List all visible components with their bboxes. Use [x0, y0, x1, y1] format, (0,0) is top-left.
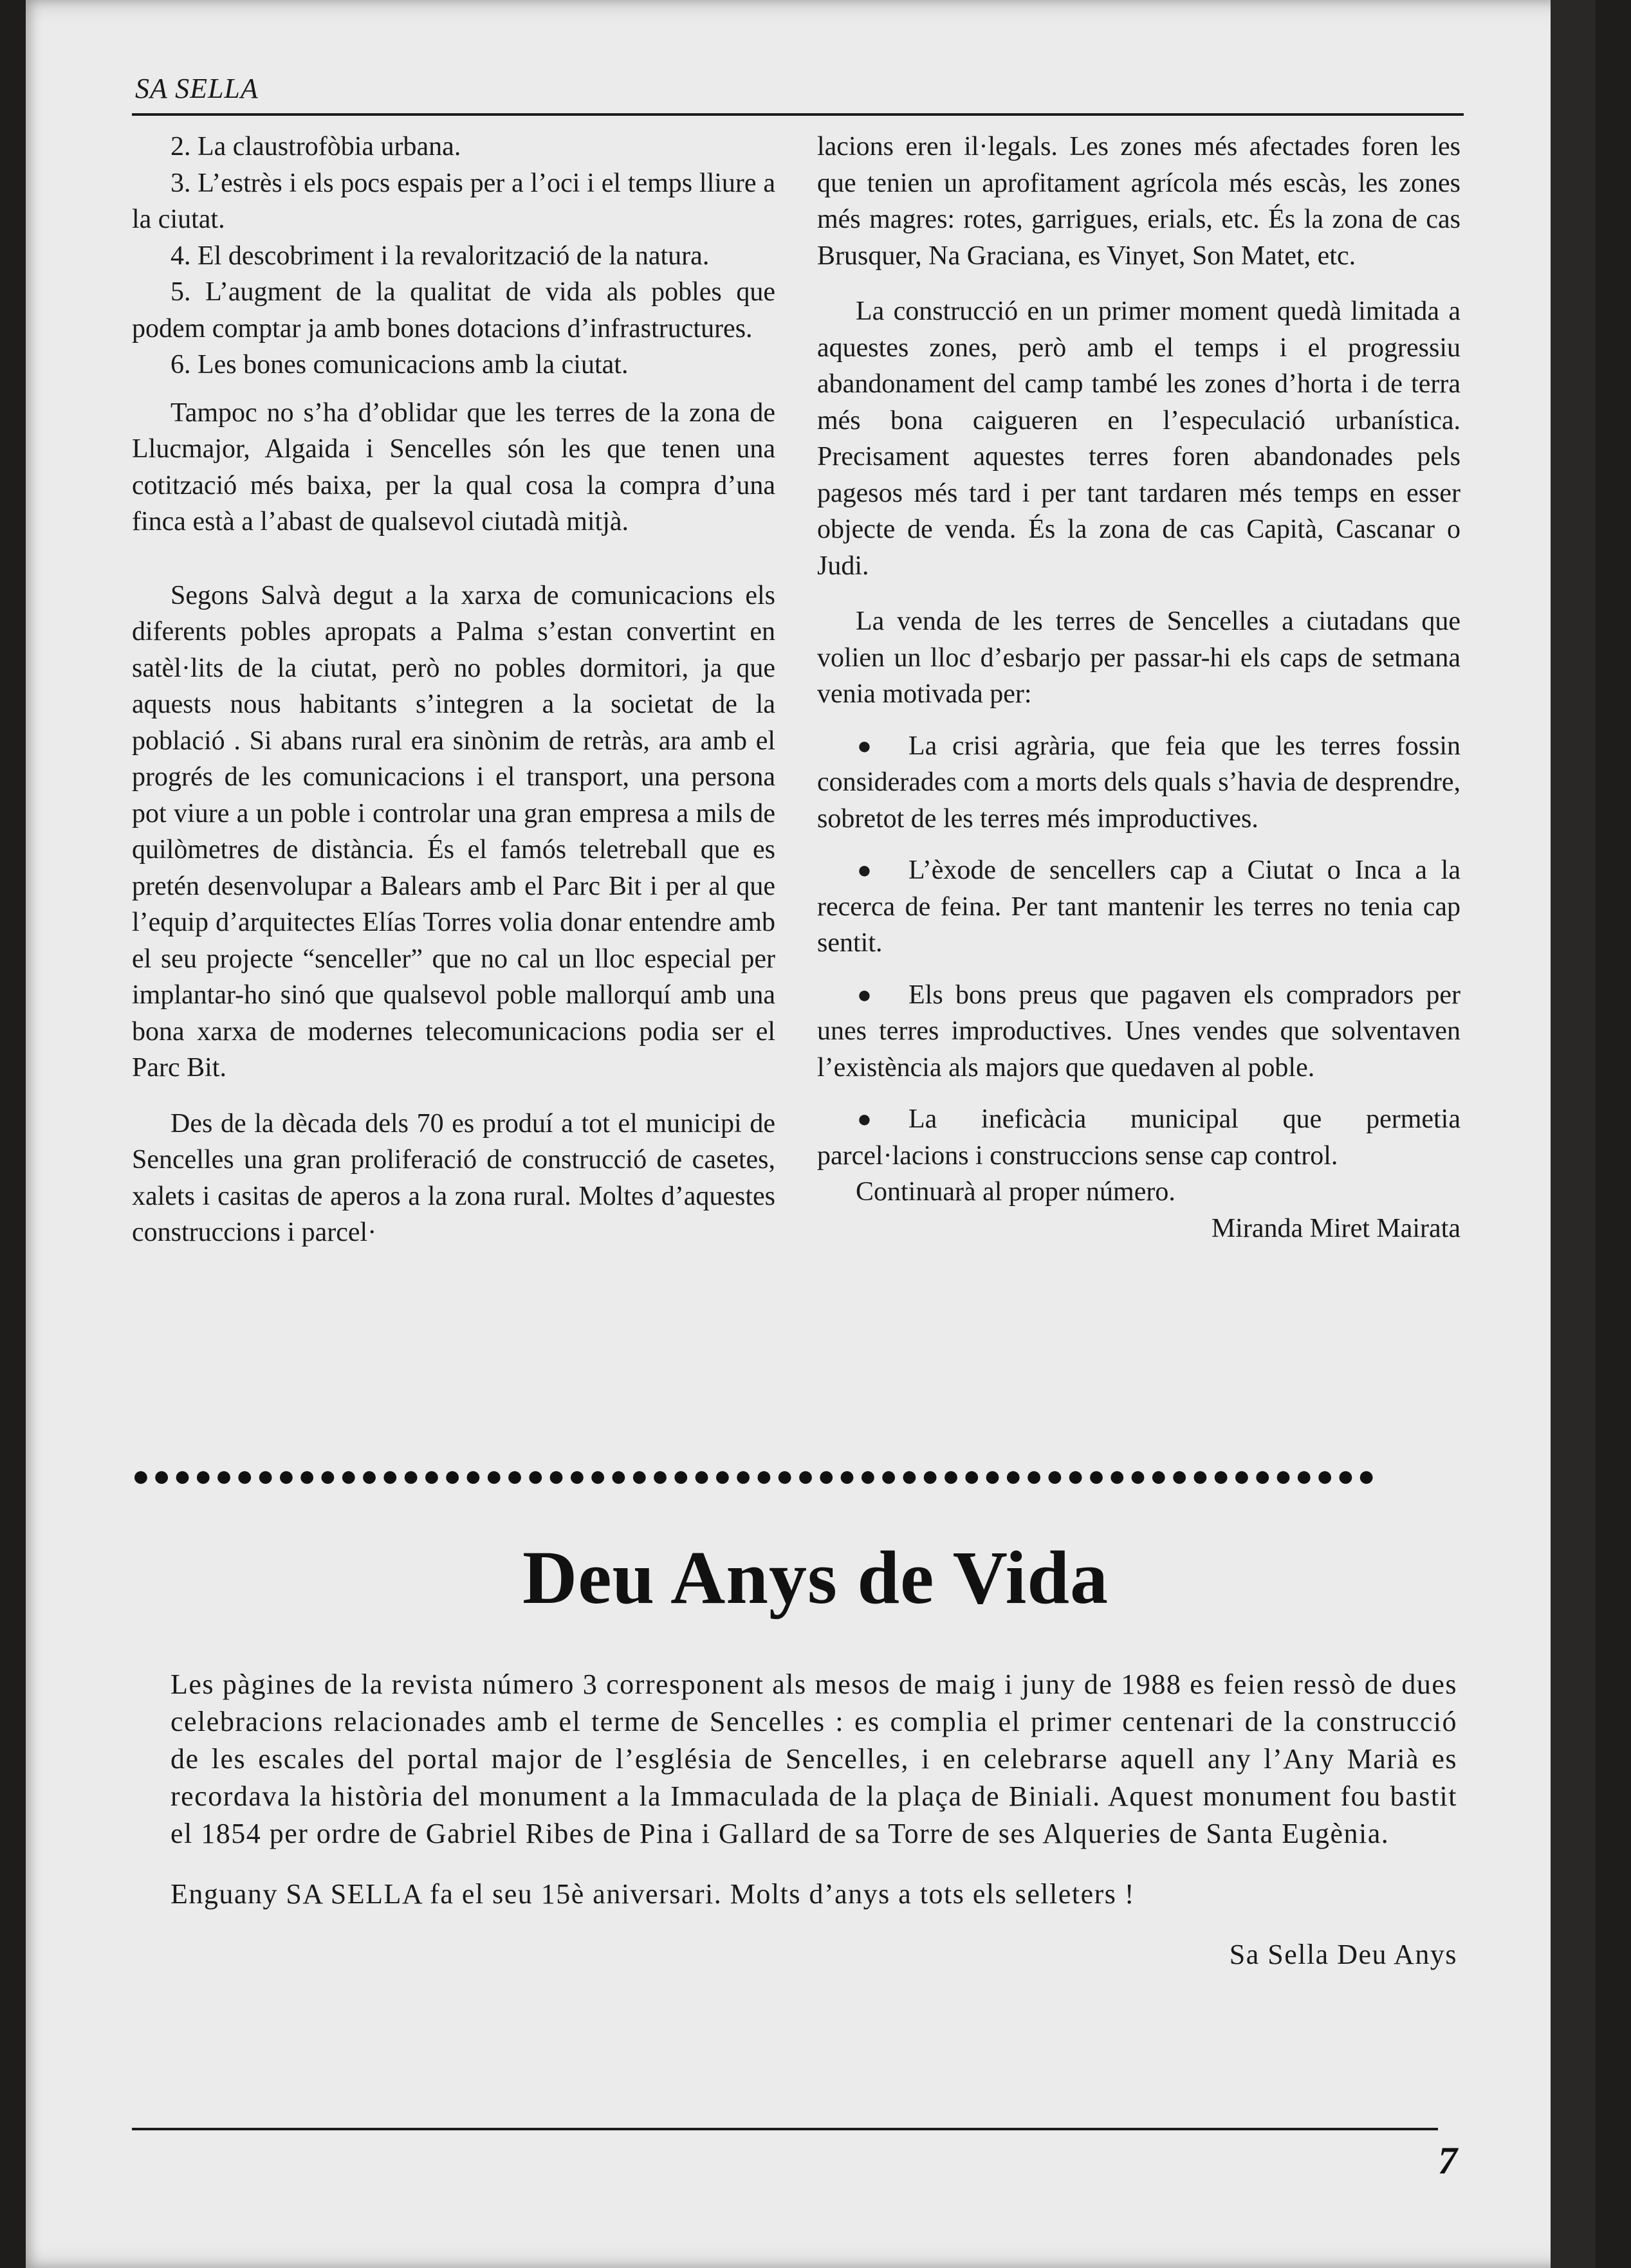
bullet-item [817, 1101, 1461, 1174]
bullet-dot-icon: ● [857, 1106, 872, 1133]
paragraph: Les pàgines de la revista número 3 corresponent als mesos de maig i juny de 1988 es feien ressò de dues celebracions relacionades amb el terme de Sencelles : es complia el primer centenari de la construcció de les escales del portal major de l’església de Sencelles, i en celebrarse aquell any l’Any Marià es recordava la història del monument a la Immaculada de la plaça de Biniali. Aquest monument fou bastit el 1854 per ordre de Gabriel Ribes de Pina i Gallard de sa Torre de ses Alqueries de Santa Eugènia. [170, 1669, 1457, 1849]
bullet-dot-icon: ● [857, 981, 872, 1009]
list-item: 5. L’augment de la qualitat de vida als pobles que podem comptar ja amb bones dotacions d’infrastructures. [132, 277, 775, 343]
running-head: SA SELLA [135, 73, 259, 104]
right-column [817, 129, 1461, 1247]
page-number: 7 [1438, 2139, 1457, 2182]
bullet-text: La crisi agrària, que feia que les terres fossin considerades com a morts dels quals s’havia de desprendre, sobretot de les terres més improductives. [817, 731, 1461, 834]
bullet-item [817, 852, 1461, 962]
bullet-dot-icon: ● [857, 857, 872, 884]
bullet-text: La ineficàcia municipal que permetia parcel·lacions i construccions sense cap control. [817, 1104, 1461, 1171]
paragraph: La venda de les terres de Sencelles a ciutadans que volien un lloc d’esbarjo per passar-hi els caps de setmana venia motivada per: [817, 607, 1461, 709]
author-signature: Miranda Miret Mairata [1211, 1213, 1461, 1243]
article-signature: Sa Sella Deu Anys [1229, 1939, 1457, 1970]
left-column [132, 129, 775, 1251]
paragraph: Enguany SA SELLA fa el seu 15è aniversari. Molts d’anys a tots els selleters ! [170, 1878, 1136, 1910]
list-item: 6. Les bones comunicacions amb la ciutat. [170, 350, 629, 380]
article-headline: Deu Anys de Vida [522, 1535, 1109, 1620]
list-item: 4. El descobriment i la revalorització de la natura. [170, 241, 710, 271]
footer-rule [132, 2128, 1438, 2130]
paragraph: lacions eren il·legals. Les zones més afectades foren les que tenien un aprofitament agrícola més escàs, les zones més magres: rotes, garrigues, erials, etc. És la zona de cas Brusquer, Na Graciana, es Vinyet, Son Matet, etc. [817, 132, 1461, 271]
page-edge [1551, 0, 1596, 2268]
bullet-text: Els bons preus que pagaven els compradors per unes terres improductives. Unes vendes que solventaven l’existència als majors que quedaven al poble. [817, 980, 1461, 1083]
paragraph: La construcció en un primer moment quedà limitada a aquestes zones, però amb el temps i el progressiu abandonament del camp també les zones d’horta i de terra més bona caigueren en l’especulació urbanística. Precisament aquestes terres foren abandonades pels pagesos més tard i per tant tardaren més temps en esser objecte de venda. És la zona de cas Capità, Cascanar o Judi. [817, 297, 1461, 581]
header-rule [132, 113, 1464, 116]
list-item: 3. L’estrès i els pocs espais per a l’oci i el temps lliure a la ciutat. [132, 168, 775, 234]
article-body [170, 1666, 1457, 1973]
continued-note: Continuarà al proper número. [856, 1177, 1175, 1207]
paragraph: Des de la dècada dels 70 es produí a tot el municipi de Sencelles una gran proliferació de construcció de casetes, xalets i casitas de aperos a la zona rural. Moltes d’aquestes construccions i parcel· [132, 1108, 775, 1247]
paragraph: Segons Salvà degut a la xarxa de comunicacions els diferents pobles apropats a Palma s’estan convertint en satèl·lits de la ciutat, però no pobles dormitori, ja que aquests nous habitants s’integren a la societat de la població . Si abans rural era sinònim de retràs, ara amb el progrés de les comunicacions i el transport, una persona pot viure a un poble i controlar una gran empresa a mils de quilòmetres de distància. És el famós teletreball que es pretén desenvolupar a Balears amb el Parc Bit i per al que l’equip d’arquitectes Elías Torres volia donar entendre amb el seu projecte “senceller” que no cal un lloc especial per implantar-ho sinó que qualsevol poble mallorquí amb una bona xarxa de modernes telecomunicacions podia ser el Parc Bit. [132, 580, 775, 1083]
dot-separator: ●●●●●●●●●●●●●●●●●●●●●●●●●●●●●●●●●●●●●●●●●●●●●●●●●●●●●●●●●●●● [132, 1463, 1379, 1489]
paragraph: Tampoc no s’ha d’oblidar que les terres de la zona de Llucmajor, Algaida i Sencelles són les que tenen una cotització més baixa, per la qual cosa la compra d’una finca està a l’abast de qualsevol ciutadà mitjà. [132, 398, 775, 536]
bullet-item [817, 728, 1461, 837]
bullet-text: L’èxode de sencellers cap a Ciutat o Inca a la recerca de feina. Per tant mantenir les terres no tenia cap sentit. [817, 855, 1461, 958]
bullet-item [817, 977, 1461, 1086]
bullet-dot-icon: ● [857, 732, 872, 760]
list-item: 2. La claustrofòbia urbana. [170, 132, 461, 161]
